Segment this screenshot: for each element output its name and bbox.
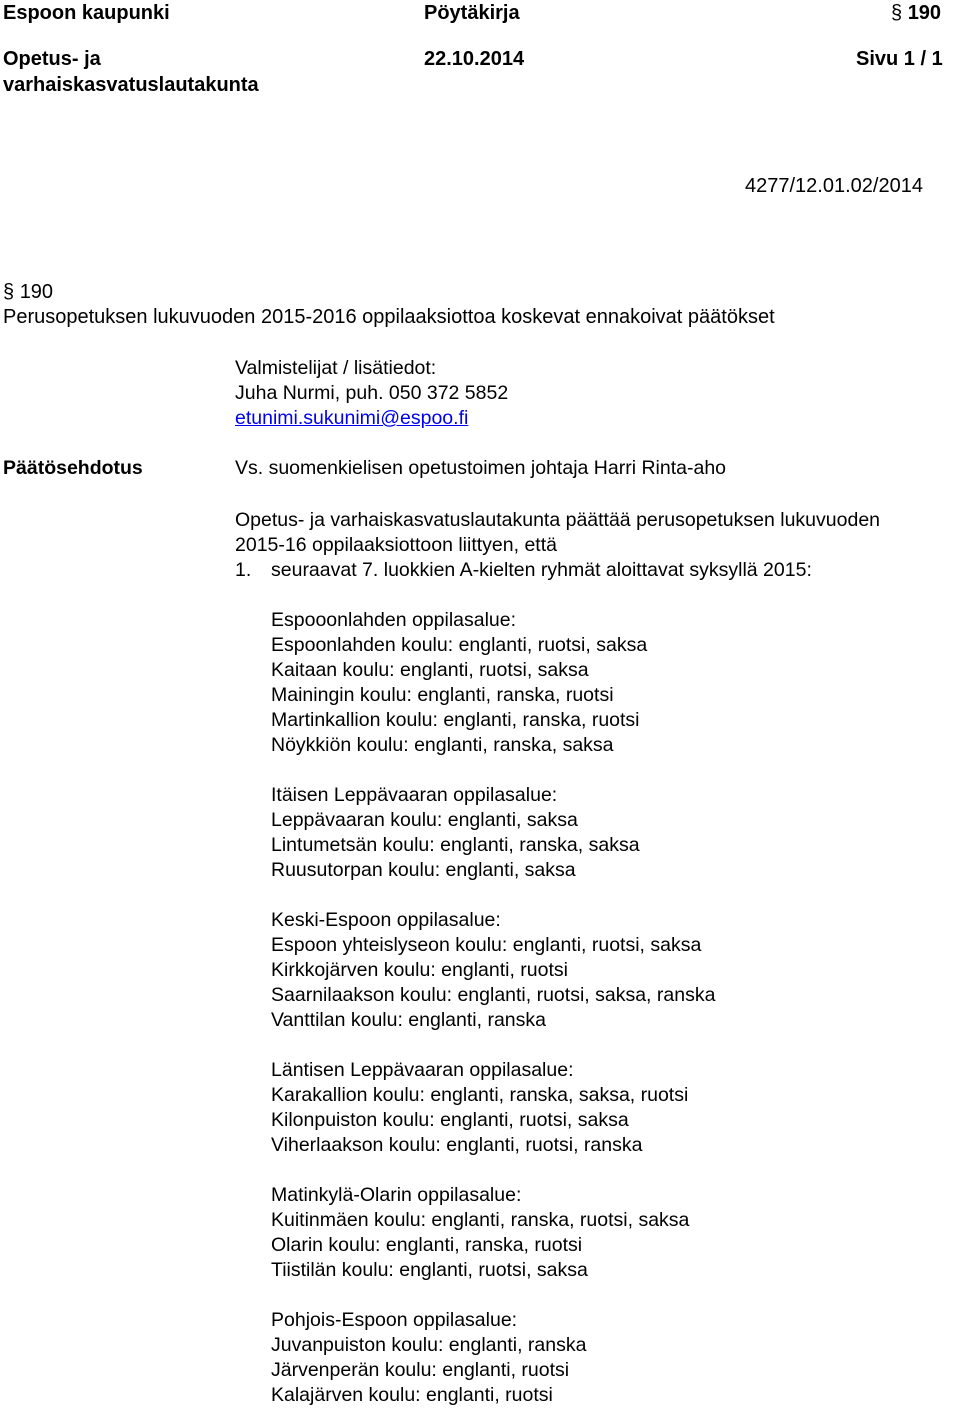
header-section-number-value: 190 xyxy=(907,2,942,24)
proposal-text-line2: 2015-16 oppilaaksiottoon liittyen, että xyxy=(235,534,557,556)
record-number: 4277/12.01.02/2014 xyxy=(745,175,923,197)
item-text: seuraavat 7. luokkien A-kielten ryhmät aloittavat syksyllä 2015: xyxy=(271,559,812,581)
school-areas-list xyxy=(271,608,715,1408)
section-number-line xyxy=(3,281,53,304)
area-lantinen-leppavaara xyxy=(271,1058,715,1158)
school-entry: Kilonpuiston koulu: englanti, ruotsi, saksa xyxy=(271,1109,629,1131)
item-number: 1. xyxy=(235,559,252,581)
area-name: Läntisen Leppävaaran oppilasalue: xyxy=(271,1059,574,1081)
school-entry: Nöykkiön koulu: englanti, ranska, saksa xyxy=(271,734,614,756)
school-entry: Kalajärven koulu: englanti, ruotsi xyxy=(271,1384,553,1406)
area-matinkyla-olari xyxy=(271,1183,715,1283)
proposal-heading: Päätösehdotus xyxy=(3,457,143,479)
preparers-contact: Juha Nurmi, puh. 050 372 5852 xyxy=(235,382,509,404)
board-name-line1: Opetus- ja xyxy=(3,48,101,70)
school-entry: Juvanpuiston koulu: englanti, ranska xyxy=(271,1334,587,1356)
school-entry: Tiistilän koulu: englanti, ruotsi, saksa xyxy=(271,1259,588,1281)
proposal-text xyxy=(235,508,955,583)
section-symbol: § xyxy=(3,281,15,303)
proposal-item1 xyxy=(235,558,955,583)
school-entry: Kaitaan koulu: englanti, ruotsi, saksa xyxy=(271,659,589,681)
area-name: Espooonlahden oppilasalue: xyxy=(271,609,517,631)
section-title: Perusopetuksen lukuvuoden 2015-2016 oppilaaksiottoa koskevat ennakoivat päätökset xyxy=(3,306,775,328)
board-name-line2: varhaiskasvatuslautakunta xyxy=(3,74,259,96)
school-entry: Kuitinmäen koulu: englanti, ranska, ruotsi, saksa xyxy=(271,1209,690,1231)
school-entry: Mainingin koulu: englanti, ranska, ruotsi xyxy=(271,684,614,706)
section-symbol-header: § xyxy=(891,2,903,24)
school-entry: Vanttilan koulu: englanti, ranska xyxy=(271,1009,546,1031)
school-entry: Lintumetsän koulu: englanti, ranska, saksa xyxy=(271,834,640,856)
area-name: Matinkylä-Olarin oppilasalue: xyxy=(271,1184,522,1206)
school-entry: Viherlaakson koulu: englanti, ruotsi, ranska xyxy=(271,1134,643,1156)
area-name: Itäisen Leppävaaran oppilasalue: xyxy=(271,784,558,806)
area-name: Keski-Espoon oppilasalue: xyxy=(271,909,501,931)
header-section-number xyxy=(891,2,941,25)
school-entry: Leppävaaran koulu: englanti, saksa xyxy=(271,809,578,831)
school-entry: Martinkallion koulu: englanti, ranska, ruotsi xyxy=(271,709,640,731)
area-name: Pohjois-Espoon oppilasalue: xyxy=(271,1309,518,1331)
school-entry: Karakallion koulu: englanti, ranska, saksa, ruotsi xyxy=(271,1084,689,1106)
school-entry: Espoon yhteislyseon koulu: englanti, ruotsi, saksa xyxy=(271,934,702,956)
school-entry: Järvenperän koulu: englanti, ruotsi xyxy=(271,1359,570,1381)
page-indicator: Sivu 1 / 1 xyxy=(856,48,943,70)
proposal-text-line1: Opetus- ja varhaiskasvatuslautakunta päättää perusopetuksen lukuvuoden xyxy=(235,509,881,531)
preparers-block xyxy=(235,356,508,431)
area-pohjois-espoo xyxy=(271,1308,715,1408)
area-espoonlahti xyxy=(271,608,715,758)
area-keski-espoo xyxy=(271,908,715,1033)
preparers-label: Valmistelijat / lisätiedot: xyxy=(235,357,437,379)
document-type: Pöytäkirja xyxy=(424,2,520,24)
school-entry: Espoonlahden koulu: englanti, ruotsi, saksa xyxy=(271,634,648,656)
school-entry: Olarin koulu: englanti, ranska, ruotsi xyxy=(271,1234,583,1256)
organization-name: Espoon kaupunki xyxy=(3,2,170,24)
section-number: 190 xyxy=(19,281,54,303)
email-link[interactable]: etunimi.sukunimi@espoo.fi xyxy=(235,407,469,429)
meeting-date: 22.10.2014 xyxy=(424,48,525,70)
proposal-presenter: Vs. suomenkielisen opetustoimen johtaja Harri Rinta-aho xyxy=(235,457,727,479)
school-entry: Ruusutorpan koulu: englanti, saksa xyxy=(271,859,576,881)
school-entry: Kirkkojärven koulu: englanti, ruotsi xyxy=(271,959,568,981)
area-itainen-leppavaara xyxy=(271,783,715,883)
school-entry: Saarnilaakson koulu: englanti, ruotsi, saksa, ranska xyxy=(271,984,716,1006)
